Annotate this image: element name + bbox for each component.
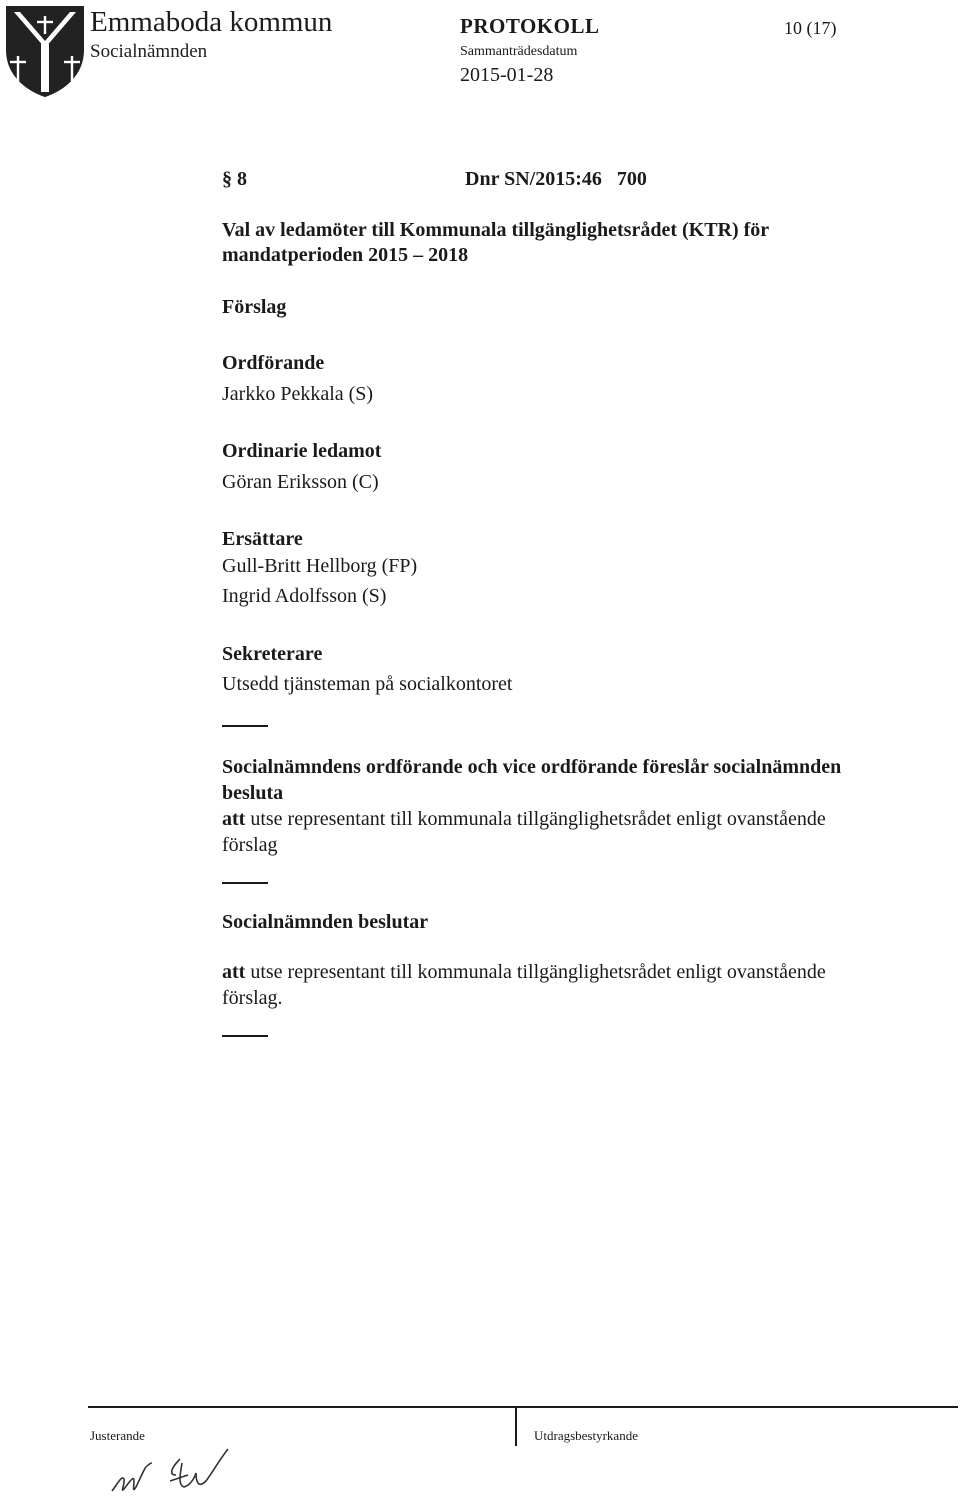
decision-text-line-2: förslag. [222,987,283,1009]
recommendation-text-line-1 [222,808,826,831]
case-title-line-2: mandatperioden 2015 – 2018 [222,244,469,266]
meeting-date-label: Sammanträdesdatum [460,44,578,59]
substitute-name: Gull-Britt Hellborg (FP) [222,555,418,577]
paragraph-number: § 8 [222,168,247,190]
decision-text-line-1 [222,961,826,984]
decision-text: utse representant till kommunala tillgänglighetsrådet enligt ovanstående [245,961,826,983]
footer-rule [88,1406,958,1408]
meeting-date: 2015-01-28 [460,64,554,86]
footer-divider [515,1408,517,1446]
adjusters-label: Justerande [90,1428,145,1443]
chair-label: Ordförande [222,352,325,374]
diary-number: Dnr SN/2015:46 700 [465,168,647,190]
member-name: Göran Eriksson (C) [222,471,379,493]
page-number: 10 (17) [784,18,837,38]
recommendation-intro-line-1: Socialnämndens ordförande och vice ordförande föreslår socialnämnden [222,756,842,778]
chair-name: Jarkko Pekkala (S) [222,383,374,405]
handwritten-signatures [110,1445,250,1501]
secretary-name: Utsedd tjänsteman på socialkontoret [222,673,513,695]
section-divider [222,725,268,727]
case-title-line-1: Val av ledamöter till Kommunala tillgänglighetsrådet (KTR) för [222,219,770,241]
substitutes-label: Ersättare [222,528,303,550]
department-name: Socialnämnden [90,41,208,62]
document-type: PROTOKOLL [460,14,600,38]
coat-of-arms-logo [4,4,86,98]
recommendation-text-line-2: förslag [222,834,278,856]
secretary-label: Sekreterare [222,643,323,665]
recommendation-intro-line-2: besluta [222,782,284,804]
att-keyword: att [222,961,246,983]
section-divider [222,1035,268,1037]
att-keyword: att [222,808,246,830]
recommendation-text: utse representant till kommunala tillgänglighetsrådet enligt ovanstående [245,808,826,830]
certification-label: Utdragsbestyrkande [534,1428,638,1443]
organization-name: Emmaboda kommun [90,6,333,38]
member-label: Ordinarie ledamot [222,440,382,462]
substitute-name: Ingrid Adolfsson (S) [222,585,387,607]
section-divider [222,882,268,884]
decision-heading: Socialnämnden beslutar [222,911,429,933]
proposal-heading: Förslag [222,296,287,318]
